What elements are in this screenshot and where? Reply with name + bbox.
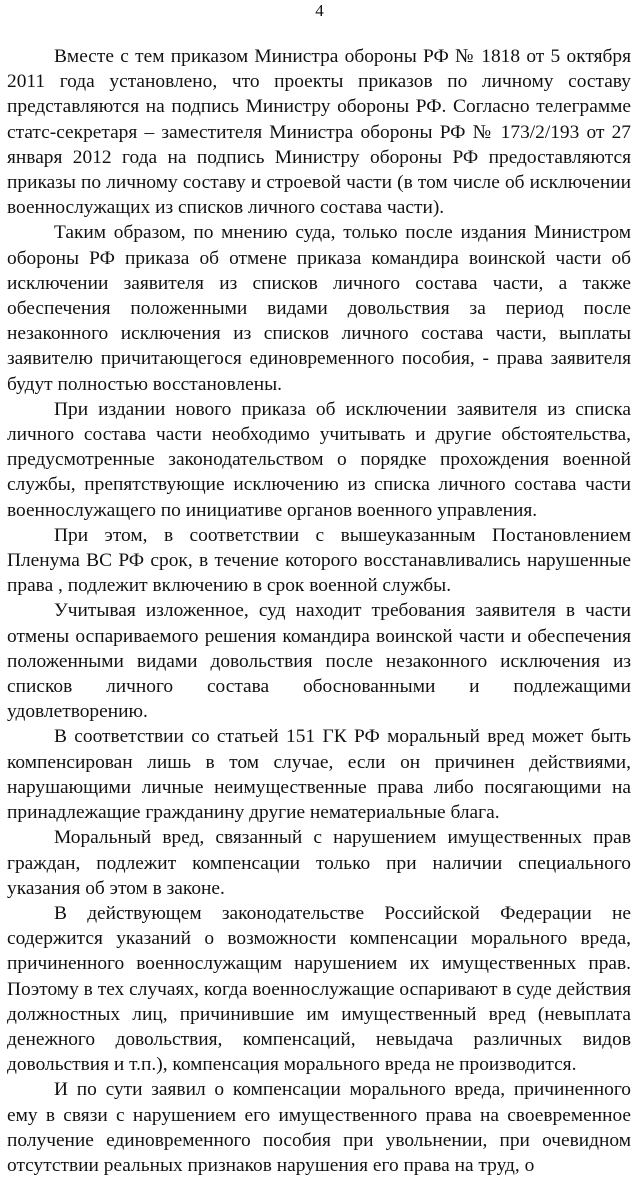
- paragraph: Таким образом, по мнению суда, только после издания Министром обороны РФ приказа об отмене приказа командира воинской части об исключении заявителя из списков личного состава части, а также обеспечения положенными видами довольствия за период после незаконного исключения из списков личного состава части, выплаты заявителю причитающегося единовременного пособия, - права заявителя будут полностью восстановлены.: [7, 222, 631, 395]
- document-body: [7, 44, 631, 1178]
- paragraph: И по сути заявил о компенсации морального вреда, причиненного ему в связи с нарушением его имущественного права на своевременное получение единовременного пособия при увольнении, при очевидном отсутствии реальных признаков нарушения его права на труд, о: [7, 1079, 631, 1176]
- paragraph: Вместе с тем приказом Министра обороны РФ № 1818 от 5 октября 2011 года установлено, что проекты приказов по личному составу представляются на подпись Министру обороны РФ. Согласно телеграмме статс-секретаря – заместителя Министра обороны РФ № 173/2/193 от 27 января 2012 года на подпись Министру обороны РФ предоставляются приказы по личному составу и строевой части (в том числе об исключении военнослужащих из списков личного состава части).: [7, 46, 631, 219]
- paragraph: При издании нового приказа об исключении заявителя из списка личного состава части необходимо учитывать и другие обстоятельства, предусмотренные законодательством о порядке прохождения военной службы, препятствующие исключению из списка личного состава части военнослужащего по инициативе органов военного управления.: [7, 398, 631, 521]
- paragraph: Учитывая изложенное, суд находит требования заявителя в части отмены оспариваемого решения командира воинской части и обеспечения положенными видами довольствия после незаконного исключения из списков личного состава обоснованными и подлежащими удовлетворению.: [7, 600, 631, 723]
- paragraph: В действующем законодательстве Российской Федерации не содержится указаний о возможности компенсации морального вреда, причиненного военнослужащим нарушением их имущественных прав. Поэтому в тех случаях, когда военнослужащие оспаривают в суде действия должностных лиц, причинившие им имущественный вред (невыплата денежного довольствия, компенсаций, невыдача различных видов довольствия и т.п.), компенсация морального вреда не производится.: [7, 902, 631, 1076]
- paragraph: В соответствии со статьей 151 ГК РФ моральный вред может быть компенсирован лишь в том случае, если он причинен действиями, нарушающими личные неимущественные права либо посягающими на принадлежащие гражданину другие нематериальные блага.: [7, 726, 631, 824]
- page-number: 4: [315, 1, 324, 20]
- paragraph: Моральный вред, связанный с нарушением имущественных прав граждан, подлежит компенсации только при наличии специального указания об этом в законе.: [7, 827, 631, 899]
- paragraph: При этом, в соответствии с вышеуказанным Постановлением Пленума ВС РФ срок, в течение которого восстанавливались нарушенные права , подлежит включению в срок военной службы.: [7, 524, 631, 597]
